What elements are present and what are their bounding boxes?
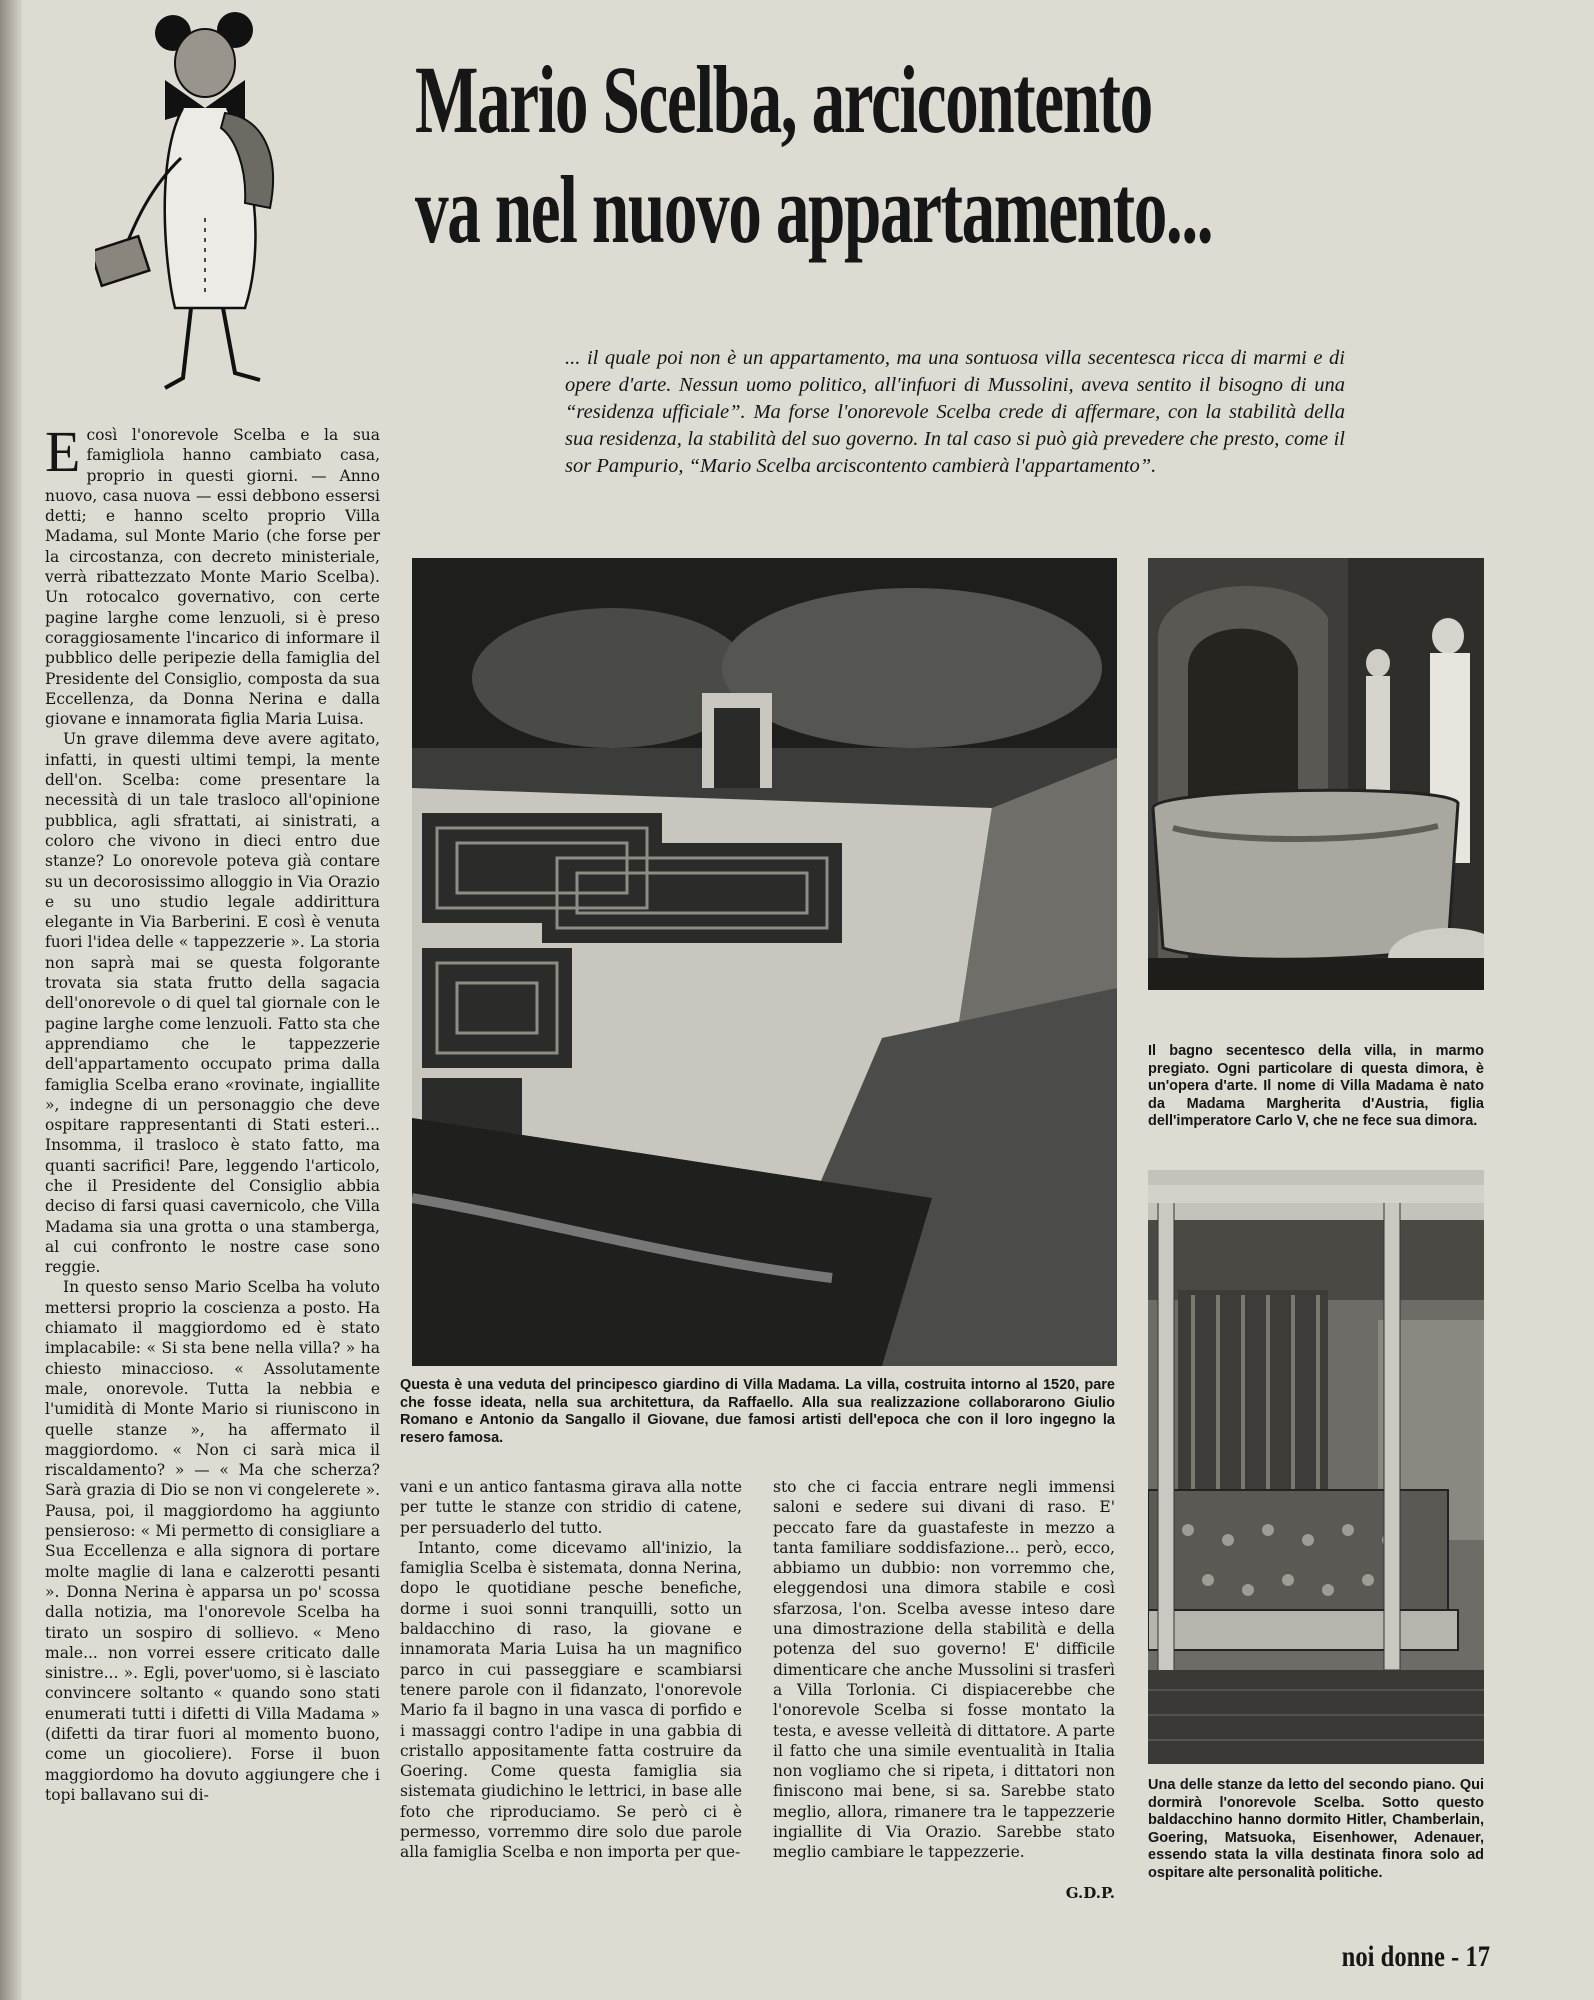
bedroom-photo [1148, 1170, 1484, 1764]
headline [415, 45, 1213, 265]
paragraph: Intanto, come dicevamo all'inizio, la famiglia Scelba è sistemata, donna Nerina, dopo le quotidiane pesche benefiche, dorme i suoi sonni tranquilli, sotto un baldacchino di raso, la giovane e innamorata Maria Luisa ha un magnifico parco in cui passeggiare e scambiarsi tenere parole con il fidanzato, l'onorevole Mario fa il bagno in una vasca di porfido e i massaggi contro l'adipe in una gabbia di cristallo appositamente fatta costruire da Goering. Come questa famiglia sia sistemata giudichino le lettrici, in base alle foto che riproduciamo. Se però ci è permesso, vorremmo dire solo due parole alla famiglia Scelba e non importa per que- [400, 1538, 742, 1862]
headline-line-1: Mario Scelba, arcicontento [415, 46, 1152, 153]
paragraph: vani e un antico fantasma girava alla notte per tutte le stanze con stridio di catene, per persuaderlo del tutto. [400, 1478, 742, 1537]
article-column-1 [45, 419, 380, 1805]
garden-photo-caption: Questa è una veduta del principesco giardino di Villa Madama. La villa, costruita intorno al 1520, pare che fosse ideata, nella sua architettura, da Raffaello. Alla sua realizzazione collaborarono Giulio Romano e Antonio da Sangallo il Giovane, due famosi artisti dell'epoca che con il loro ingegno la resero famosa. [400, 1377, 1115, 1446]
paragraph: sto che ci faccia entrare negli immensi saloni e sedere sui divani di raso. E' peccato fare da guastafeste in mezzo a tanta familiare soddisfazione... però, ecco, abbiamo un dubbio: non vorremmo che, eleggendosi una dimora stabile e così sfarzosa, l'on. Scelba avesse inteso dare una dimostrazione della stabilità e della potenza del suo governo! E' difficile dimenticare che anche Mussolini si trasferì a Villa Torlonia. Ci dispiacerebbe che l'onorevole Scelba si fosse montato la testa, e avesse velleità di dittatore. A parte il fatto che una simile eventualità in Italia non vogliamo che si ripeta, i dittatori non finiscono mai bene, si sa. Sarebbe stato meglio, allora, rimanere tra le tappezzerie ingiallite di Via Orazio. Sarebbe stato meglio cambiare le tappezzerie. [773, 1478, 1115, 1862]
article-column-3 [773, 1477, 1115, 1863]
article-column-2 [400, 1477, 742, 1863]
page-footer: noi donne - 17 [1341, 1940, 1490, 1973]
page-gutter-shadow [0, 0, 22, 2000]
drop-cap: E [45, 419, 81, 484]
paragraph: In questo senso Mario Scelba ha voluto mettersi proprio la coscienza a posto. Ha chiamato il maggiordomo ed è stato implacabile: « Si sta bene nella villa? » ha chiesto minaccioso. « Assolutamente male, onorevole. Tutta la nebbia e l'umidità di Monte Mario si riuniscono in quelle stanze », ha affermato il maggiordomo. « Non ci sarà mica il riscaldamento? » — « Ma che scherza? Sarà grazia di Dio se non vi congelerete ». Pausa, poi, il maggiordomo ha aggiunto pensieroso: « Mi permetto di consigliare a Sua Eccellenza e alla signora di portare molte maglie di lana e calzerotti pesanti ». Donna Nerina è apparsa un po' scossa dalla notizia, ma l'onorevole Scelba ha tirato un sospiro di sollievo. « Meno male... non vorrei essere criticato dalle sinistre... ». Egli, pover'uomo, si è lasciato convincere soltanto « quando sono stati enumerati tutti i difetti di Villa Madama » (difetti da tirar fuori al momento buono, come un giocoliere). Forse il buon maggiordomo ha dovuto aggiungere che i topi ballavano sui di- [45, 1278, 380, 1804]
paragraph-text: così l'onorevole Scelba e la sua famigliola hanno cambiato casa, proprio in questi giorni. — Anno nuovo, casa nuova — essi debbono essersi detti; e hanno scelto proprio Villa Madama, sul Monte Mario (che forse per la circostanza, con decreto ministeriale, verrà ribattezzato Monte Mario Scelba). Un rotocalco governativo, con certe pagine larghe come lenzuoli, si è preso coraggiosamente l'incarico di informare il pubblico delle peripezie della famiglia del Presidente del Consiglio, composta da sua Eccellenza, da Donna Nerina e dalla giovane e innamorata figlia Maria Luisa. [45, 426, 380, 729]
author-signature: G.D.P. [1065, 1884, 1115, 1902]
caricature-illustration [95, 8, 335, 408]
garden-photo [412, 558, 1117, 1366]
bath-photo-caption: Il bagno secentesco della villa, in marmo pregiato. Ogni particolare di questa dimora, è un'opera d'arte. Il nome di Villa Madama è nato da Madama Margherita d'Austria, figlia dell'imperatore Carlo V, che ne fece sua dimora. [1148, 1043, 1484, 1129]
paragraph: Un grave dilemma deve avere agitato, infatti, in questi ultimi tempi, la mente dell'on. Scelba: come presentare la necessità di un tale trasloco all'opinione pubblica, agli sfrattati, ai sinistrati, a coloro che vivono in dieci entro due stanze? Lo onorevole poteva già contare su un decorosissimo alloggio in Via Orazio e su uno studio legale addirittura elegante in Via Barberini. E così è venuta fuori l'idea delle « tappezzerie ». La storia non saprà mai se questa folgorante trovata sia stata frutto della sagacia dell'onorevole o di quel tal giornale con le pagine larghe come lenzuoli. Fatto sta che apprendiamo che le tappezzerie dell'appartamento occupato prima dalla famiglia Scelba erano «rovinate, ingiallite », indegne di un personaggio che deve ospitare rappresentanti di Stati esteri... Insomma, il trasloco è stato fatto, ma quanti sacrifici! Pare, leggendo l'articolo, che il Presidente del Consiglio abbia deciso di farsi quasi cavernicolo, che Villa Madama sia una grotta o una stamberga, al cui confronto le nostre case sono reggie. [45, 730, 380, 1277]
bedroom-photo-caption: Una delle stanze da letto del secondo piano. Qui dormirà l'onorevole Scelba. Sotto questo baldacchino hanno dormito Hitler, Chamberlain, Goering, Matsuoka, Eisenhower, Adenauer, essendo stata la villa destinata finora solo ad ospitare alte personalità politiche. [1148, 1777, 1484, 1881]
headline-line-2: va nel nuovo appartamento... [415, 156, 1213, 263]
paragraph [45, 419, 380, 729]
subheadline: ... il quale poi non è un appartamento, ma una sontuosa villa secentesca ricca di marmi e di opere d'arte. Nessun uomo politico, all'infuori di Mussolini, aveva sentito il bisogno di una “residenza ufficiale”. Ma forse l'onorevole Scelba crede di affermare, con la stabilità della sua residenza, la stabilità del suo governo. In tal caso si può già prevedere che presto, come il sor Pampurio, “Mario Scelba arciscontento cambierà l'appartamento”. [565, 347, 1345, 477]
bath-photo [1148, 558, 1484, 990]
